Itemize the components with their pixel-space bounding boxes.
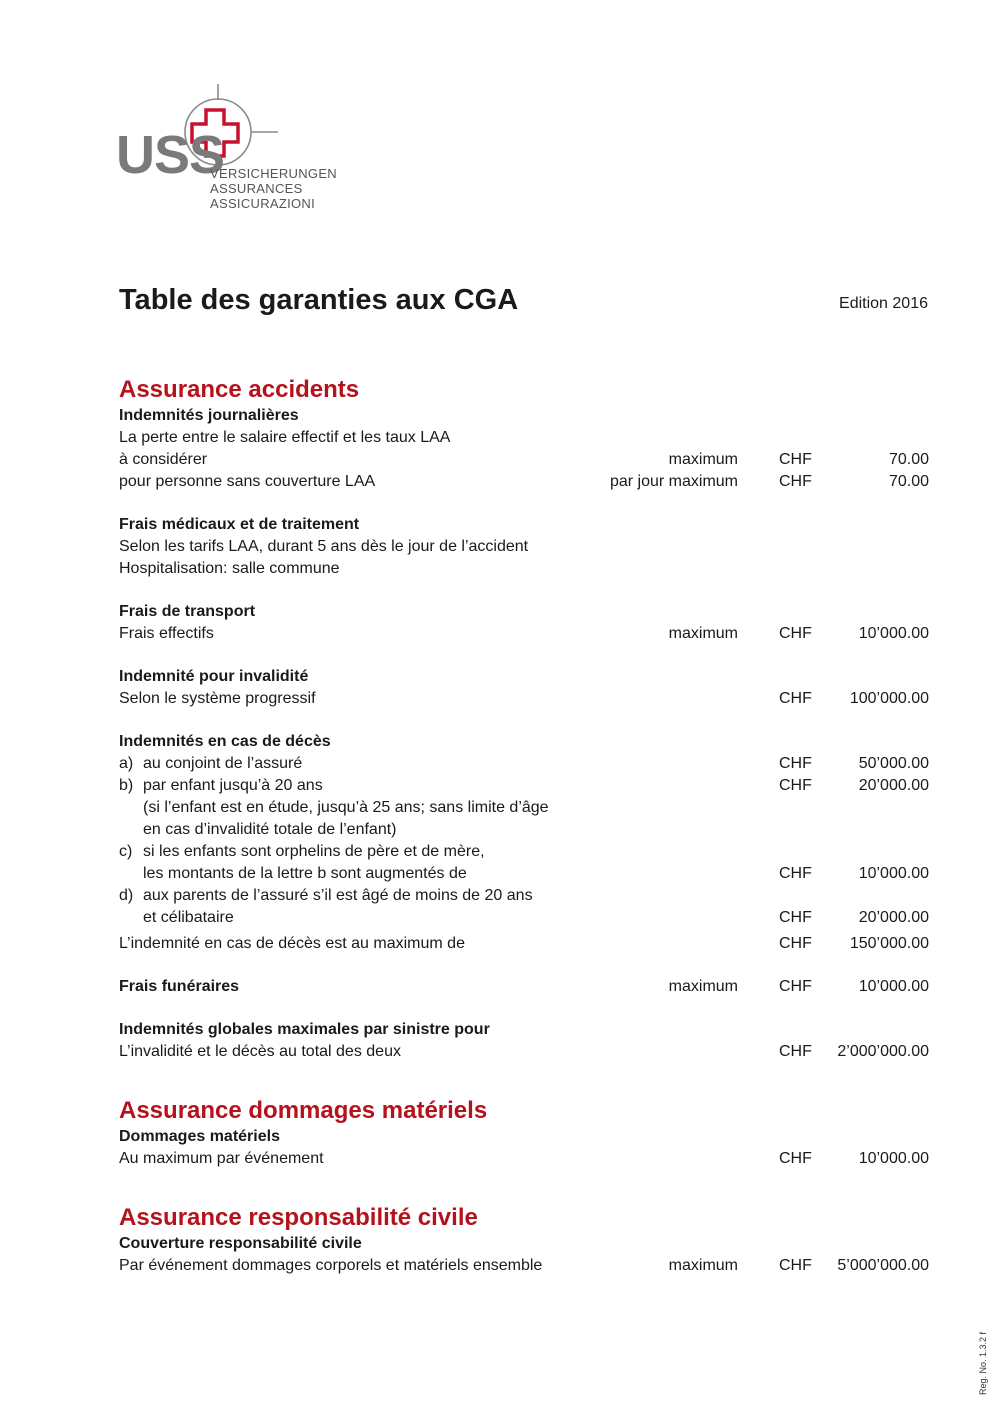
row-label: Au maximum par événement (119, 1150, 324, 1167)
row-label: et célibataire (143, 909, 234, 926)
heading-text: Indemnités en cas de décès (119, 733, 331, 750)
row-amount: 10’000.00 (858, 865, 929, 882)
table-row (119, 688, 929, 710)
row-amount: 10’000.00 (858, 625, 929, 642)
row-label: L’invalidité et le décès au total des deux (119, 1043, 401, 1060)
row-marker: b) (119, 777, 134, 794)
row-amount: 150’000.00 (849, 935, 929, 952)
heading-text: Indemnité pour invalidité (119, 668, 309, 685)
row-currency: CHF (779, 978, 812, 995)
section-title-liability: Assurance responsabilité civile (119, 1204, 478, 1231)
row-qualifier: maximum (668, 451, 738, 468)
table-row (119, 536, 929, 558)
logo-line-it: ASSICURAZIONI (210, 196, 316, 211)
row-label: au conjoint de l’assuré (143, 755, 303, 772)
row-amount: 50’000.00 (858, 755, 929, 772)
page-title: Table des garanties aux CGA (119, 284, 519, 316)
row-currency: CHF (779, 1150, 812, 1167)
row-label: pour personne sans couverture LAA (119, 473, 376, 490)
row-label: (si l’enfant est en étude, jusqu’à 25 ans; sans limite d’âge (143, 799, 549, 816)
row-amount: 5’000’000.00 (837, 1257, 929, 1274)
row-label: à considérer (119, 451, 208, 468)
row-qualifier: maximum (668, 978, 738, 995)
row-marker: c) (119, 843, 133, 860)
row-amount: 20’000.00 (858, 777, 929, 794)
logo-languages (210, 166, 337, 211)
table-row (119, 819, 929, 841)
table-row (119, 797, 929, 819)
group-heading (119, 731, 929, 753)
table-row (119, 907, 929, 929)
row-amount: 10’000.00 (858, 1150, 929, 1167)
table-row (119, 623, 929, 645)
heading-text: Frais de transport (119, 603, 256, 620)
heading-text: Frais funéraires (119, 978, 240, 995)
section-title-accidents: Assurance accidents (119, 376, 360, 403)
row-amount: 10’000.00 (858, 978, 929, 995)
table-row (119, 841, 929, 863)
row-amount: 70.00 (888, 473, 929, 490)
group-heading (119, 1019, 929, 1041)
row-label: L’indemnité en cas de décès est au maximum de (119, 935, 465, 952)
heading-text: Indemnités globales maximales par sinistre pour (119, 1021, 490, 1038)
logo-wordmark: USS (116, 125, 225, 185)
row-currency: CHF (779, 1257, 812, 1274)
heading-text: Couverture responsabilité civile (119, 1235, 362, 1252)
group-heading (119, 666, 929, 688)
row-label: par enfant jusqu’à 20 ans (143, 777, 323, 794)
row-currency: CHF (779, 1043, 812, 1060)
row-label: en cas d’invalidité totale de l’enfant) (143, 821, 397, 838)
row-label: Selon les tarifs LAA, durant 5 ans dès le jour de l’accident (119, 538, 529, 555)
row-label: Hospitalisation: salle commune (119, 560, 340, 577)
edition-label: Edition 2016 (839, 295, 928, 312)
guarantee-table (119, 375, 929, 1277)
row-label: les montants de la lettre b sont augmentés de (143, 865, 467, 882)
row-qualifier: par jour maximum (609, 473, 738, 490)
row-currency: CHF (779, 935, 812, 952)
table-row (119, 449, 929, 471)
heading-text: Frais médicaux et de traitement (119, 516, 360, 533)
row-amount: 20’000.00 (858, 909, 929, 926)
heading-text: Indemnités journalières (119, 407, 299, 424)
group-heading (119, 514, 929, 536)
table-row (119, 885, 929, 907)
row-currency: CHF (779, 625, 812, 642)
logo-line-de: VERSICHERUNGEN (210, 166, 337, 181)
death-total-row (119, 933, 929, 955)
row-label: si les enfants sont orphelins de père et de mère, (143, 843, 485, 860)
group-heading (119, 601, 929, 623)
row-currency: CHF (779, 777, 812, 794)
table-row (119, 1255, 929, 1277)
heading-text: Dommages matériels (119, 1128, 280, 1145)
group-heading (119, 1126, 929, 1148)
table-row (119, 1148, 929, 1170)
group-heading (119, 1233, 929, 1255)
table-row (119, 427, 929, 449)
row-currency: CHF (779, 909, 812, 926)
row-label: La perte entre le salaire effectif et les taux LAA (119, 429, 451, 446)
table-row (119, 558, 929, 580)
row-amount: 100’000.00 (849, 690, 929, 707)
table-row (119, 753, 929, 775)
table-row (119, 775, 929, 797)
row-amount: 2’000’000.00 (837, 1043, 929, 1060)
registration-number: Reg. No. 1.3.2 f (978, 1331, 988, 1395)
section-title-material-damage: Assurance dommages matériels (119, 1097, 488, 1124)
group-heading (119, 405, 929, 427)
row-marker: d) (119, 887, 134, 904)
row-marker: a) (119, 755, 134, 772)
row-currency: CHF (779, 690, 812, 707)
row-label: Frais effectifs (119, 625, 214, 642)
row-currency: CHF (779, 865, 812, 882)
row-currency: CHF (779, 451, 812, 468)
row-currency: CHF (779, 473, 812, 490)
row-qualifier: maximum (668, 1257, 738, 1274)
table-row (119, 863, 929, 885)
group-heading (119, 976, 929, 998)
logo-line-fr: ASSURANCES (210, 181, 303, 196)
row-amount: 70.00 (888, 451, 929, 468)
row-qualifier: maximum (668, 625, 738, 642)
row-label: Selon le système progressif (119, 690, 316, 707)
row-currency: CHF (779, 755, 812, 772)
table-row (119, 1041, 929, 1063)
table-row (119, 471, 929, 493)
row-label: aux parents de l’assuré s’il est âgé de moins de 20 ans (143, 887, 533, 904)
row-label: Par événement dommages corporels et matériels ensemble (119, 1257, 543, 1274)
